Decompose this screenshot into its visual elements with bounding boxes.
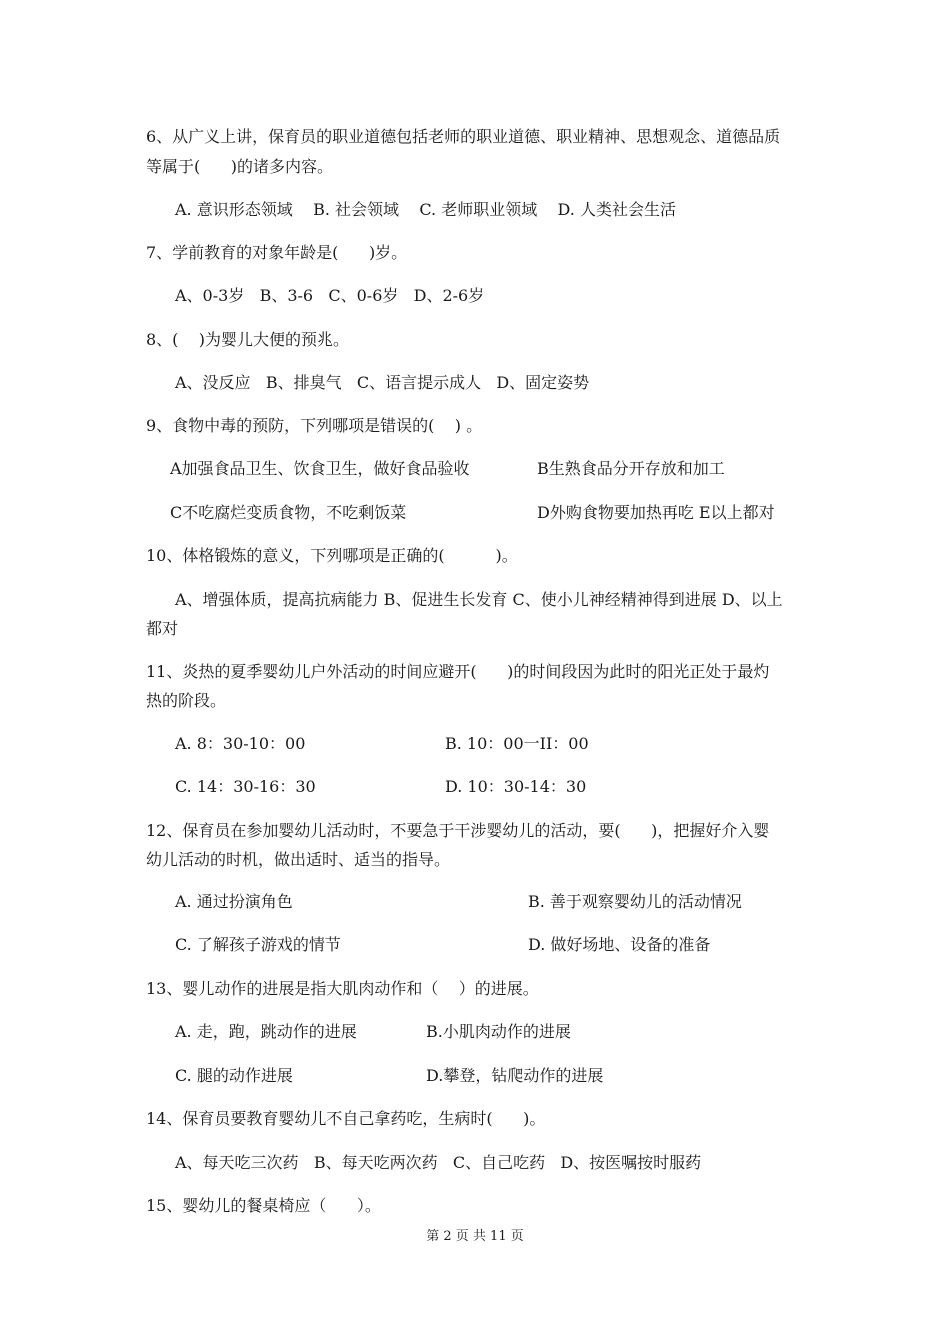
q12-option-a: A. 通过扮演角色 (175, 892, 293, 911)
q13-stem: 13、婴儿动作的进展是指大肌肉动作和（ ）的进展。 (146, 979, 539, 998)
q6-stem-line1: 6、从广义上讲，保育员的职业道德包括老师的职业道德、职业精神、思想观念、道德品质 (146, 127, 781, 146)
q10-stem: 10、体格锻炼的意义，下列哪项是正确的( )。 (146, 546, 518, 565)
q8-stem: 8、( )为婴儿大便的预兆。 (146, 330, 350, 349)
q9-stem: 9、食物中毒的预防，下列哪项是错误的( ) 。 (146, 416, 483, 435)
q8-options: A、没反应 B、排臭气 C、语言提示成人 D、固定姿势 (175, 373, 590, 392)
q7-stem: 7、学前教育的对象年龄是( )岁。 (146, 243, 408, 262)
q6-options: A. 意识形态领域 B. 社会领域 C. 老师职业领域 D. 人类社会生活 (175, 200, 676, 219)
q12-option-b: B. 善于观察婴幼儿的活动情况 (528, 892, 742, 911)
q11-option-d: D. 10：30-14：30 (445, 777, 587, 796)
q13-option-b: B.小肌肉动作的进展 (426, 1022, 571, 1041)
q9-option-a: A加强食品卫生、饮食卫生，做好食品验收 (170, 459, 470, 478)
q10-options-line1: A、增强体质，提高抗病能力 B、促进生长发育 C、使小儿神经精神得到进展 D、以上 (175, 590, 783, 609)
q11-option-a: A. 8：30-10：00 (175, 734, 306, 753)
q13-option-c: C. 腿的动作进展 (175, 1066, 293, 1085)
q9-option-c: C不吃腐烂变质食物，不吃剩饭菜 (170, 503, 407, 522)
q9-option-b: B生熟食品分开存放和加工 (537, 459, 725, 478)
q11-option-b: B. 10：00一II：00 (445, 734, 589, 753)
q15-stem: 15、婴幼儿的餐桌椅应（ ）。 (146, 1196, 381, 1215)
q14-stem: 14、保育员要教育婴幼儿不自己拿药吃，生病时( )。 (146, 1109, 546, 1128)
q7-options: A、0-3岁 B、3-6 C、0-6岁 D、2-6岁 (175, 286, 485, 305)
q11-stem-line2: 热的阶段。 (146, 691, 227, 710)
q12-stem-line2: 幼儿活动的时机，做出适时、适当的指导。 (146, 850, 451, 869)
q6-stem-line2: 等属于( )的诸多内容。 (146, 157, 334, 176)
q11-stem-line1: 11、炎热的夏季婴幼儿户外活动的时间应避开( )的时间段因为此时的阳光正处于最灼 (146, 662, 770, 681)
q11-option-c: C. 14：30-16：30 (175, 777, 316, 796)
q12-option-d: D. 做好场地、设备的准备 (528, 935, 711, 954)
page-footer: 第 2 页 共 11 页 (426, 1229, 524, 1244)
q12-option-c: C. 了解孩子游戏的情节 (175, 935, 341, 954)
q9-option-de: D外购食物要加热再吃 E以上都对 (537, 503, 775, 522)
q12-stem-line1: 12、保育员在参加婴幼儿活动时，不要急于干涉婴幼儿的活动，要( )，把握好介入婴 (146, 821, 770, 840)
q13-option-a: A. 走，跑，跳动作的进展 (175, 1022, 357, 1041)
q10-options-line2: 都对 (146, 619, 179, 638)
q14-options: A、每天吃三次药 B、每天吃两次药 C、自己吃药 D、按医嘱按时服药 (175, 1153, 702, 1172)
q13-option-d: D.攀登，钻爬动作的进展 (426, 1066, 604, 1085)
